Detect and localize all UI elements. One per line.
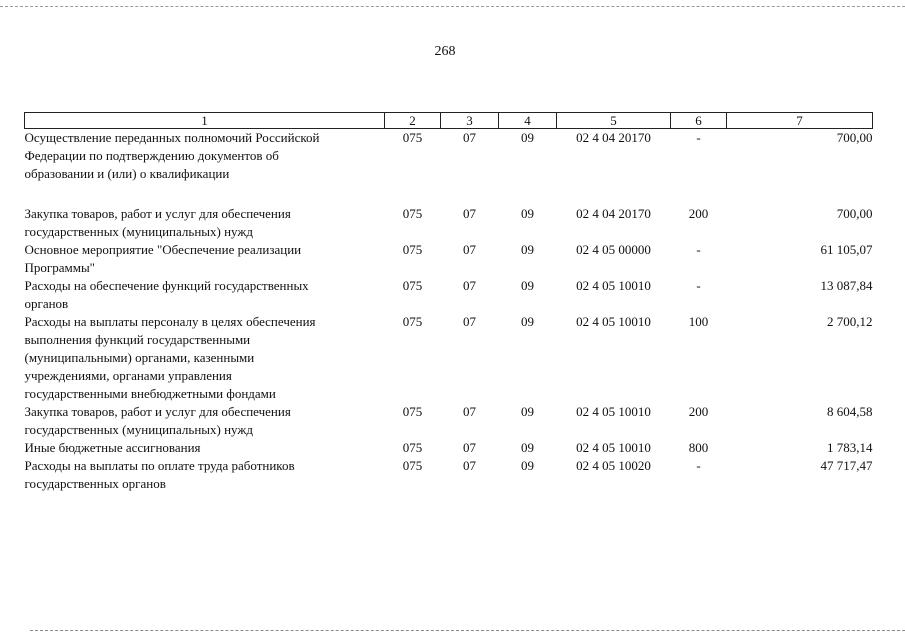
scan-edge-bottom xyxy=(30,630,905,631)
subsection-code: 09 xyxy=(521,242,534,257)
expense-name-line: государственных (муниципальных) нужд xyxy=(24,422,253,437)
amount: 61 105,07 xyxy=(820,242,873,257)
table-row xyxy=(25,313,873,403)
subsection-code: 09 xyxy=(521,206,534,221)
expense-name xyxy=(25,129,385,184)
expense-name-line: государственными внебюджетными фондами xyxy=(24,386,276,401)
target-article-code: 02 4 04 20170 xyxy=(576,206,651,221)
expense-name-line: Расходы на обеспечение функций государственных xyxy=(24,278,309,293)
expense-name-line: Закупка товаров, работ и услуг для обеспечения xyxy=(24,404,291,419)
ministry-code: 075 xyxy=(402,458,423,473)
table-row xyxy=(25,205,873,241)
ministry-code: 075 xyxy=(402,404,423,419)
expense-name-line: Иные бюджетные ассигнования xyxy=(24,440,201,455)
expense-name-line: государственных органов xyxy=(24,476,166,491)
amount: 700,00 xyxy=(836,206,873,221)
expense-name-line: Основное мероприятие "Обеспечение реализации xyxy=(24,242,302,257)
expense-name-line: выполнения функций государственными xyxy=(24,332,251,347)
target-article-code: 02 4 05 10010 xyxy=(576,440,651,455)
ministry-code: 075 xyxy=(402,440,423,455)
ministry-code: 075 xyxy=(402,242,423,257)
expense-type-code: 800 xyxy=(688,440,709,455)
expense-type-code: - xyxy=(696,278,701,293)
budget-table xyxy=(24,112,873,493)
expense-name-line: государственных (муниципальных) нужд xyxy=(24,224,253,239)
target-article-code: 02 4 05 00000 xyxy=(576,242,651,257)
row-spacer xyxy=(25,183,873,205)
target-article-code: 02 4 05 10020 xyxy=(576,458,651,473)
table-row xyxy=(25,277,873,313)
amount: 1 783,14 xyxy=(827,440,873,455)
subsection-code: 09 xyxy=(521,404,534,419)
expense-name-line: органов xyxy=(24,296,69,311)
expense-name xyxy=(25,403,385,439)
expense-type-code: 200 xyxy=(688,404,709,419)
expense-name xyxy=(25,439,385,457)
expense-name xyxy=(25,313,385,403)
column-header: 2 xyxy=(385,113,441,129)
target-article-code: 02 4 05 10010 xyxy=(576,314,651,329)
table-row xyxy=(25,129,873,184)
scan-edge-top xyxy=(0,6,905,7)
column-header: 6 xyxy=(671,113,727,129)
expense-name xyxy=(25,205,385,241)
expense-name xyxy=(25,241,385,277)
expense-name-line: образовании и (или) о квалификации xyxy=(24,166,230,181)
target-article-code: 02 4 04 20170 xyxy=(576,130,651,145)
expense-type-code: - xyxy=(696,130,701,145)
table-row xyxy=(25,241,873,277)
column-header: 4 xyxy=(499,113,557,129)
page-number: 268 xyxy=(434,44,456,59)
section-code: 07 xyxy=(463,130,476,145)
section-code: 07 xyxy=(463,242,476,257)
expense-name-line: учреждениями, органами управления xyxy=(24,368,232,383)
subsection-code: 09 xyxy=(521,458,534,473)
amount: 8 604,58 xyxy=(827,404,873,419)
amount: 13 087,84 xyxy=(820,278,873,293)
column-header: 1 xyxy=(25,113,385,129)
expense-name-line: Федерации по подтверждению документов об xyxy=(24,148,279,163)
expense-name-line: Осуществление переданных полномочий Российской xyxy=(24,130,320,145)
subsection-code: 09 xyxy=(521,130,534,145)
section-code: 07 xyxy=(463,404,476,419)
amount: 700,00 xyxy=(836,130,873,145)
expense-name xyxy=(25,277,385,313)
ministry-code: 075 xyxy=(402,206,423,221)
ministry-code: 075 xyxy=(402,130,423,145)
section-code: 07 xyxy=(463,314,476,329)
subsection-code: 09 xyxy=(521,314,534,329)
expense-name-line: Программы" xyxy=(24,260,95,275)
expense-type-code: - xyxy=(696,242,701,257)
table-header-row xyxy=(25,113,873,129)
amount: 47 717,47 xyxy=(820,458,873,473)
section-code: 07 xyxy=(463,206,476,221)
expense-type-code: - xyxy=(696,458,701,473)
target-article-code: 02 4 05 10010 xyxy=(576,404,651,419)
table-row xyxy=(25,439,873,457)
ministry-code: 075 xyxy=(402,278,423,293)
expense-name-line: Закупка товаров, работ и услуг для обеспечения xyxy=(24,206,291,221)
expense-type-code: 100 xyxy=(688,314,709,329)
column-header: 3 xyxy=(441,113,499,129)
table-row xyxy=(25,457,873,493)
expense-name-line: Расходы на выплаты персоналу в целях обеспечения xyxy=(24,314,316,329)
section-code: 07 xyxy=(463,458,476,473)
expense-name xyxy=(25,457,385,493)
subsection-code: 09 xyxy=(521,440,534,455)
subsection-code: 09 xyxy=(521,278,534,293)
column-header: 7 xyxy=(727,113,873,129)
target-article-code: 02 4 05 10010 xyxy=(576,278,651,293)
ministry-code: 075 xyxy=(402,314,423,329)
section-code: 07 xyxy=(463,440,476,455)
table-row xyxy=(25,403,873,439)
amount: 2 700,12 xyxy=(827,314,873,329)
expense-type-code: 200 xyxy=(688,206,709,221)
expense-name-line: (муниципальными) органами, казенными xyxy=(24,350,255,365)
column-header: 5 xyxy=(557,113,671,129)
section-code: 07 xyxy=(463,278,476,293)
expense-name-line: Расходы на выплаты по оплате труда работников xyxy=(24,458,295,473)
